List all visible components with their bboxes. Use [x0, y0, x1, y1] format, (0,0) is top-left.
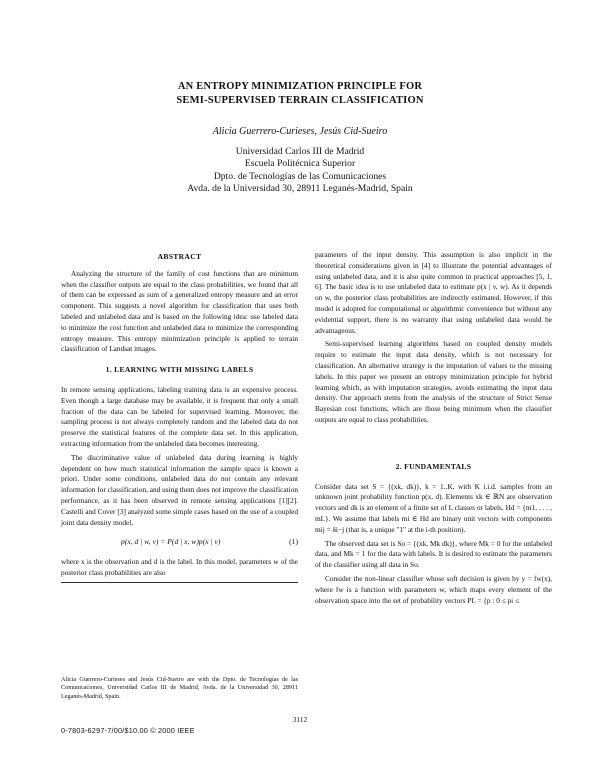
- copyright-notice: 0-7803-6297-7/00/$10.00 © 2000 IEEE: [61, 726, 195, 735]
- left-column: [61, 250, 298, 583]
- title-line-2: SEMI-SUPERVISED TERRAIN CLASSIFICATION: [176, 95, 424, 106]
- title-line-1: AN ENTROPY MINIMIZATION PRINCIPLE FOR: [177, 81, 423, 92]
- section-1-paragraph-3: where x is the observation and d is the label. In this model, parameters w of the posterior class probabilities are also: [61, 557, 298, 577]
- affiliation-university: Universidad Carlos III de Madrid: [235, 146, 365, 157]
- authors: Alicia Guerrero-Curieses, Jesús Cid-Sueiro: [212, 126, 388, 137]
- affiliation-address: Avda. de la Universidad 30, 28911 Leganés-Madrid, Spain: [187, 182, 413, 194]
- section-2-heading: 2. FUNDAMENTALS: [395, 461, 472, 471]
- footnote-rule: [61, 582, 298, 583]
- section-2-paragraph-1: Consider data set S = {(xk, dk)}, k = 1..K, with K i.i.d. samples from an unknown joint probability function p(x, d). Elements xk ∈ ℝN are observation vectors and dk is an element of a finite set of L classes or labels, Hd = {m1, . . . , mL}. We assume that labels mi ∈ Hd are binary unit vectors with components mij = δi−j (that is, a unique "1" at the i-th position).: [315, 481, 552, 534]
- equation-1: [61, 537, 298, 548]
- right-column-paragraph-1: parameters of the input density. This assumption is also implicit in the theoretical considerations given in [4] to illustrate the potential advantages of using unlabeled data, and it is also quite common in practical approaches [5, 1, 6]. The basic idea is to use unlabeled data to estimate p(x | v, w). As it depends on w, the posterior class probabilities are indirectly estimated. However, if this model is adopted for computational or algorithmic convenience but without any evidential support, there is no warranty that using unlabeled data would be advantageous.: [315, 250, 552, 335]
- affiliation-school: Escuela Politécnica Superior: [244, 158, 356, 170]
- affiliation: [0, 146, 600, 195]
- section-1-heading: 1. LEARNING WITH MISSING LABELS: [105, 365, 254, 375]
- section-2-paragraph-2: The observed data set is So = {(xk, Mk dk)}, where Mk = 0 for the unlabeled data, and Mk = 1 for the data with labels. It is desired to estimate the parameters of the classifier using all data in So.: [315, 538, 552, 570]
- abstract-text: Analyzing the structure of the family of cost functions that are minimum when the classifier outputs are equal to the class probabilities, we found that all of them can be expressed as sum of a generalized entropy measure and an error component. This suggests a novel algorithm for classification that uses both labeled and unlabeled data and is based on the following idea: use labeled data to minimize the cost function and unlabeled data to minimize the corresponding entropy measure. This entropy minimization principle is applied to terrain classification of Landsat images.: [61, 268, 298, 354]
- section-2-paragraph-3: Consider the non-linear classifier whose soft decision is given by y = fw(x), where fw is a function with parameters w, which maps every element of the observation space into the set of probability vectors PL = {p : 0 ≤ pi ≤: [315, 573, 552, 605]
- equation-body: p(x, d | w, v) = P(d | x, w)p(x | v): [121, 537, 221, 547]
- section-1-paragraph-2: The discriminative value of unlabeled data during learning is highly dependent on how much statistical information the sample space is known a priori. Under some conditions, unlabeled data do not contain any relevant information for classification, and using them does not improve the classification performance, as it has been observed in remote sensing applications [1][2]. Castelli and Cover [3] analyzed some simple cases based on the use of a coupled joint data density model,: [61, 452, 298, 527]
- affiliation-department: Dpto. de Tecnologías de las Comunicaciones: [213, 170, 387, 182]
- paper-title: [0, 80, 600, 108]
- abstract-heading: ABSTRACT: [157, 252, 202, 261]
- section-1-paragraph-1: In remote sensing applications, labeling training data is an expensive process. Even though a large database may be available, it is frequent that only a small fraction of the data can be labeled for supervised learning. Moreover, the sampling process is not always completely random and the labeled data do not preserve the statistical features of the complete data set. In this application, extracting information from the unlabeled data becomes interesting.: [61, 384, 298, 448]
- equation-number: (1): [289, 537, 298, 547]
- right-column: [315, 250, 552, 606]
- page-number: 3112: [292, 715, 308, 724]
- footnote: Alicia Guerrero-Curieses and Jesús Cid-Sueiro are with the Dpto. de Tecnologías de las Comunicaciones, Universidad Carlos III de Madrid, Avda. de la Universidad 30, 28911 Leganés-Madrid, Spain.: [61, 676, 298, 700]
- right-column-paragraph-2: Semi-supervised learning algorithms based on coupled density models require to estimate the input data density, which is not necessary for classification. An alternative strategy is the imputation of values to the missing labels. In this paper we present an entropy minimization principle for hybrid learning which, as with imputation strategies, avoids estimating the input data density. Our approach stems from the analysis of the structure of Strict Sense Bayesian cost functions, which are those being minimum when the classifier outputs are equal to class probabilities.: [315, 339, 552, 424]
